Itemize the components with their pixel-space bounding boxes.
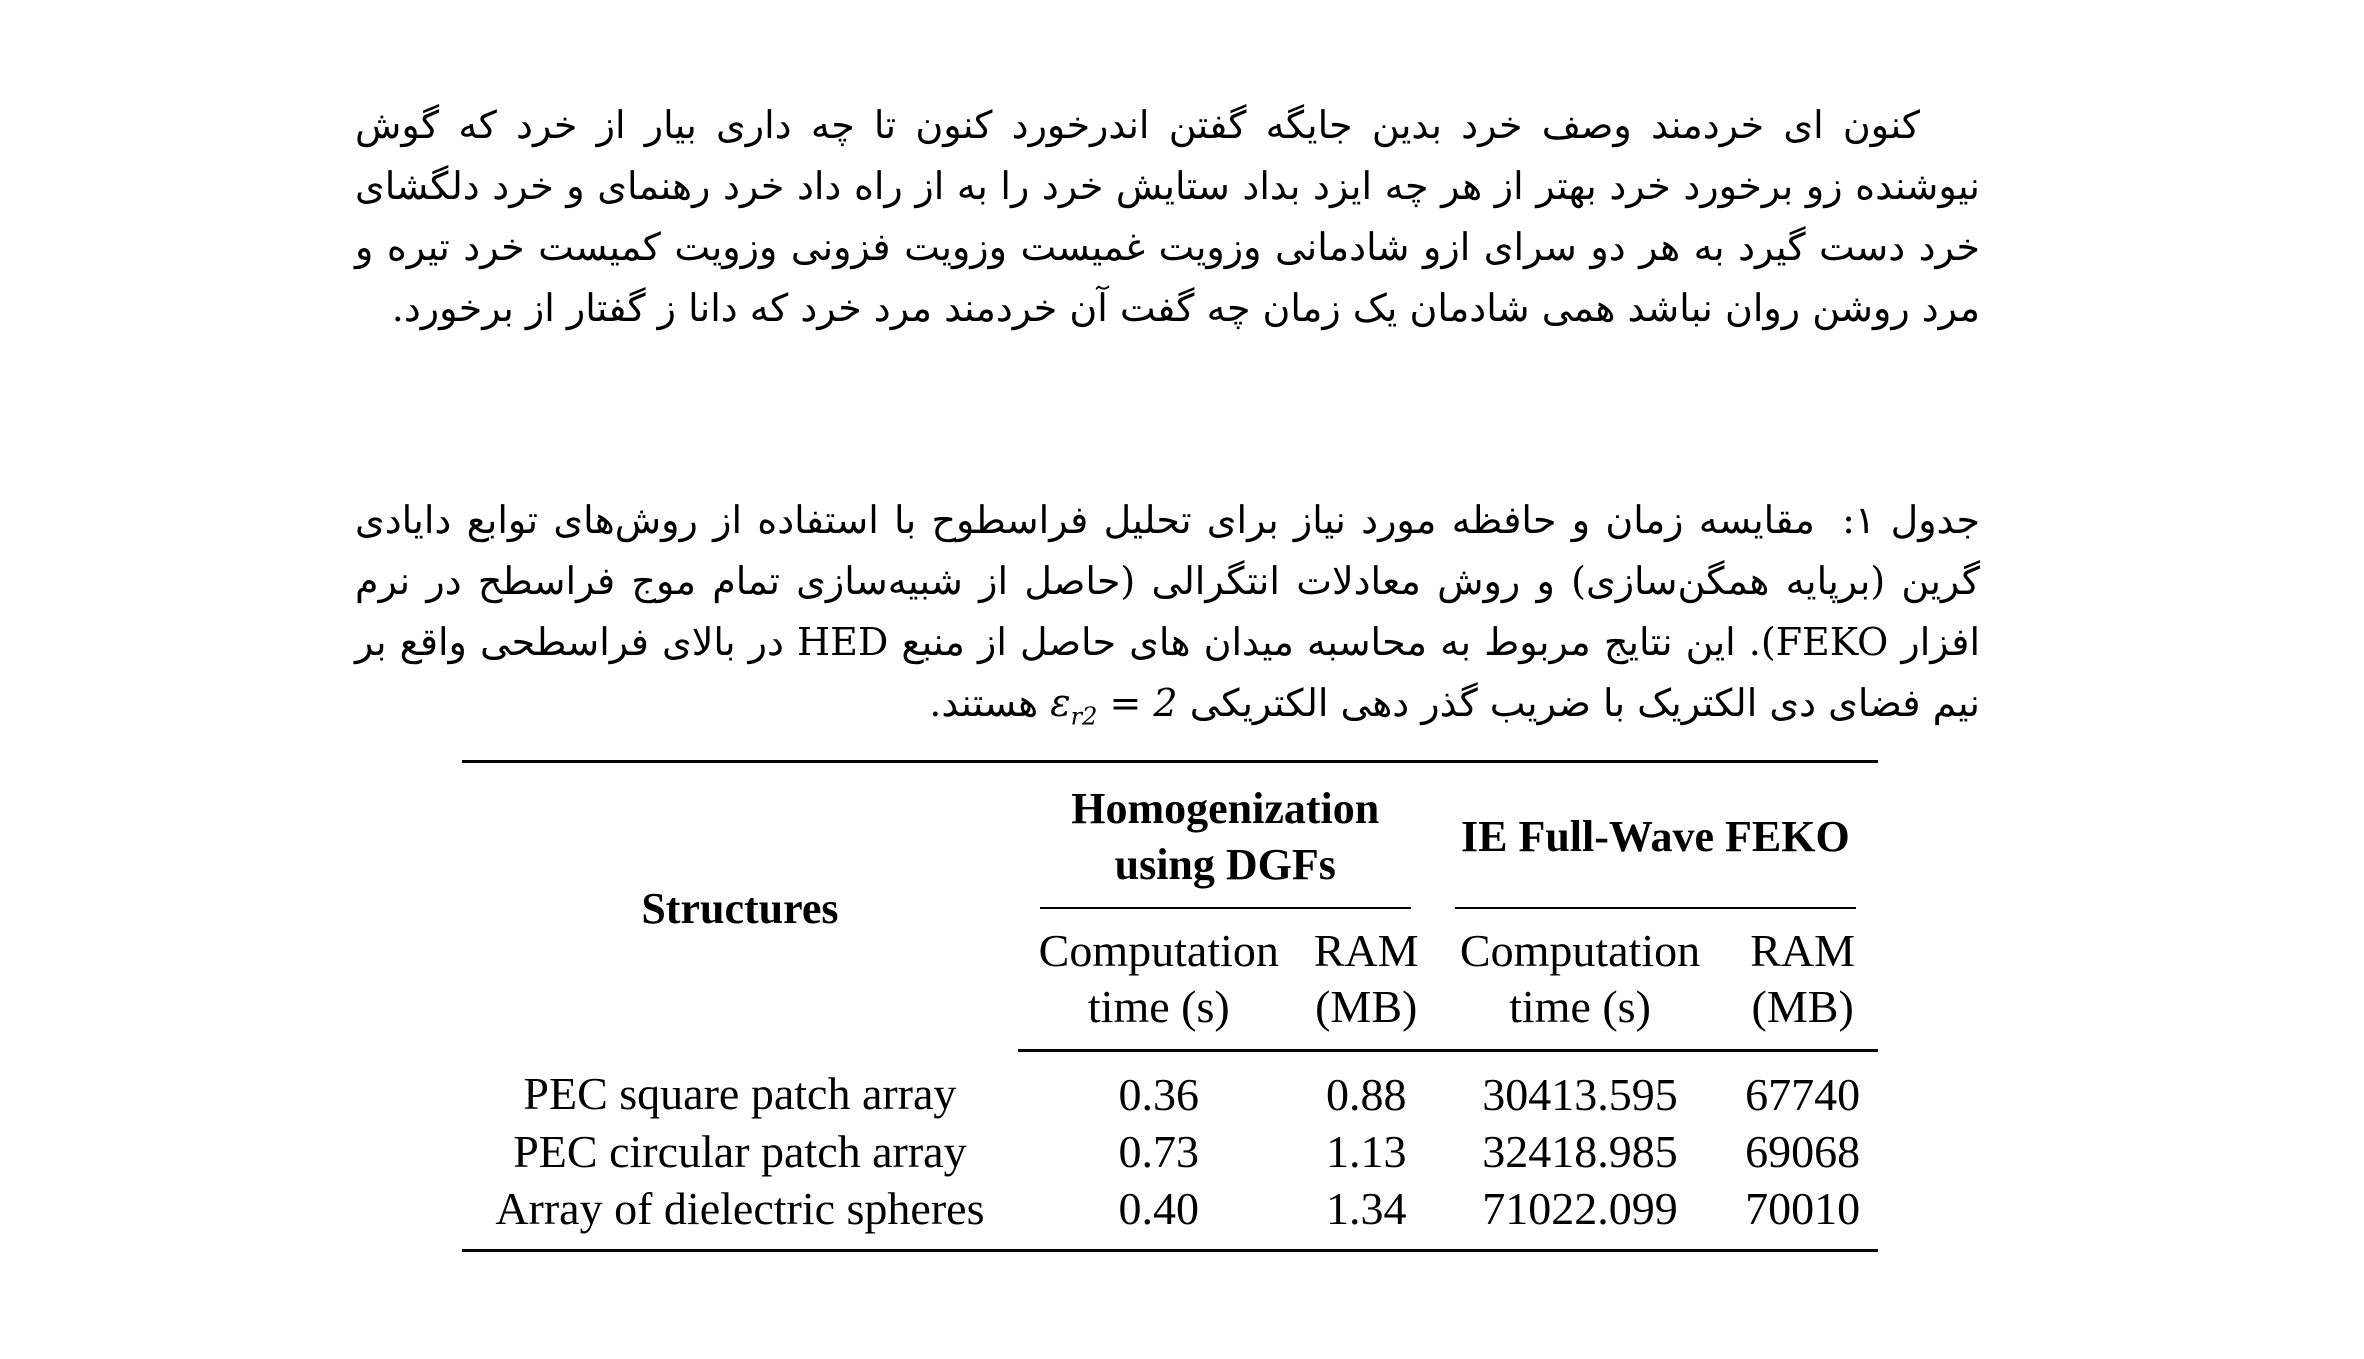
subheader-feko-time-line1: Computation bbox=[1459, 925, 1701, 976]
subheader-feko-time bbox=[1433, 909, 1728, 1051]
cell-dgf-time: 0.40 bbox=[1118, 1183, 1200, 1234]
table-row bbox=[462, 1180, 1878, 1251]
table-row bbox=[462, 1123, 1878, 1180]
equation-rest: = 2 bbox=[1097, 681, 1178, 725]
group-header-row bbox=[462, 762, 1878, 908]
caption-equation bbox=[1050, 681, 1178, 731]
cell-structure: Array of dielectric spheres bbox=[495, 1183, 985, 1234]
subheader-dgf-ram bbox=[1300, 909, 1433, 1051]
subheader-dgf-time-line1: Computation bbox=[1038, 925, 1279, 976]
subheader-dgf-time-line2: time (s) bbox=[1087, 981, 1230, 1032]
cell-structure: PEC circular patch array bbox=[513, 1126, 967, 1177]
subheader-feko-ram bbox=[1727, 909, 1878, 1051]
comparison-table-container bbox=[462, 760, 1878, 1252]
cell-feko-time: 32418.985 bbox=[1482, 1126, 1678, 1177]
group-feko-line1: IE Full-Wave FEKO bbox=[1460, 812, 1850, 861]
subheader-dgf-time bbox=[1018, 909, 1300, 1051]
body-paragraph: کنون ای خردمند وصف خرد بدین جایگه گفتن اندرخورد کنون تا چه داری بیار از خرد که گوش نیوشنده زو برخورد خرد بهتر از هر چه ایزد بداد ستایش خرد را به از راه داد خرد رهنمای و خرد دلگشای خرد دست گیرد به هر دو سرای ازو شادمانی وزویت غمیست وزویت فزونی وزویت کمیست خرد تیره و مرد روشن روان نباشد همی شادمان یک زمان چه گفت آن خردمند مرد خرد که دانا ز گفتار از برخورد. bbox=[355, 103, 1980, 330]
subheader-feko-ram-line1: RAM bbox=[1750, 925, 1856, 976]
cell-dgf-ram: 0.88 bbox=[1325, 1069, 1407, 1120]
subheader-dgf-ram-line2: (MB) bbox=[1315, 981, 1418, 1032]
subheader-feko-time-line2: time (s) bbox=[1509, 981, 1651, 1032]
cell-feko-time: 71022.099 bbox=[1482, 1183, 1678, 1234]
caption-text-part2: هستند. bbox=[929, 681, 1039, 725]
group-header-feko bbox=[1433, 762, 1878, 908]
cell-feko-ram: 67740 bbox=[1745, 1069, 1861, 1120]
cell-structure: PEC square patch array bbox=[523, 1068, 957, 1120]
group-homogenization-line1: Homogenization bbox=[1071, 784, 1380, 833]
group-homogenization-line2: using DGFs bbox=[1114, 840, 1336, 889]
equation-symbol: ε bbox=[1050, 681, 1071, 725]
subheader-dgf-ram-line1: RAM bbox=[1313, 925, 1419, 976]
table-row bbox=[462, 1051, 1878, 1124]
cell-feko-ram: 70010 bbox=[1745, 1183, 1861, 1234]
equation-subscript: r2 bbox=[1070, 702, 1098, 731]
caption-label: جدول ۱: bbox=[1842, 498, 1980, 542]
cell-feko-time: 30413.595 bbox=[1482, 1069, 1678, 1120]
comparison-table bbox=[462, 760, 1878, 1252]
structures-header: Structures bbox=[641, 883, 839, 933]
cell-dgf-time: 0.73 bbox=[1118, 1126, 1200, 1177]
table-caption bbox=[355, 490, 1980, 748]
cell-dgf-ram: 1.13 bbox=[1325, 1126, 1407, 1177]
cell-feko-ram: 69068 bbox=[1745, 1126, 1861, 1177]
subheader-feko-ram-line2: (MB) bbox=[1751, 981, 1854, 1032]
caption-text-part1: مقایسه زمان و حافظه مورد نیاز برای تحلیل فراسطوح با استفاده از روش‌های توابع دایادی گرین (برپایه همگن‌سازی) و روش معادلات انتگرالی (حاصل از شبیه‌سازی تمام موج فراسطح در نرم افزار FEKO). این نتایج مربوط به محاسبه میدان های حاصل از منبع HED در بالای فراسطحی واقع بر نیم فضای دی الکتریک با ضریب گذر دهی الکتریکی bbox=[355, 498, 1980, 725]
group-header-homogenization bbox=[1018, 762, 1433, 908]
cell-dgf-time: 0.36 bbox=[1118, 1069, 1200, 1120]
cell-dgf-ram: 1.34 bbox=[1325, 1183, 1407, 1234]
